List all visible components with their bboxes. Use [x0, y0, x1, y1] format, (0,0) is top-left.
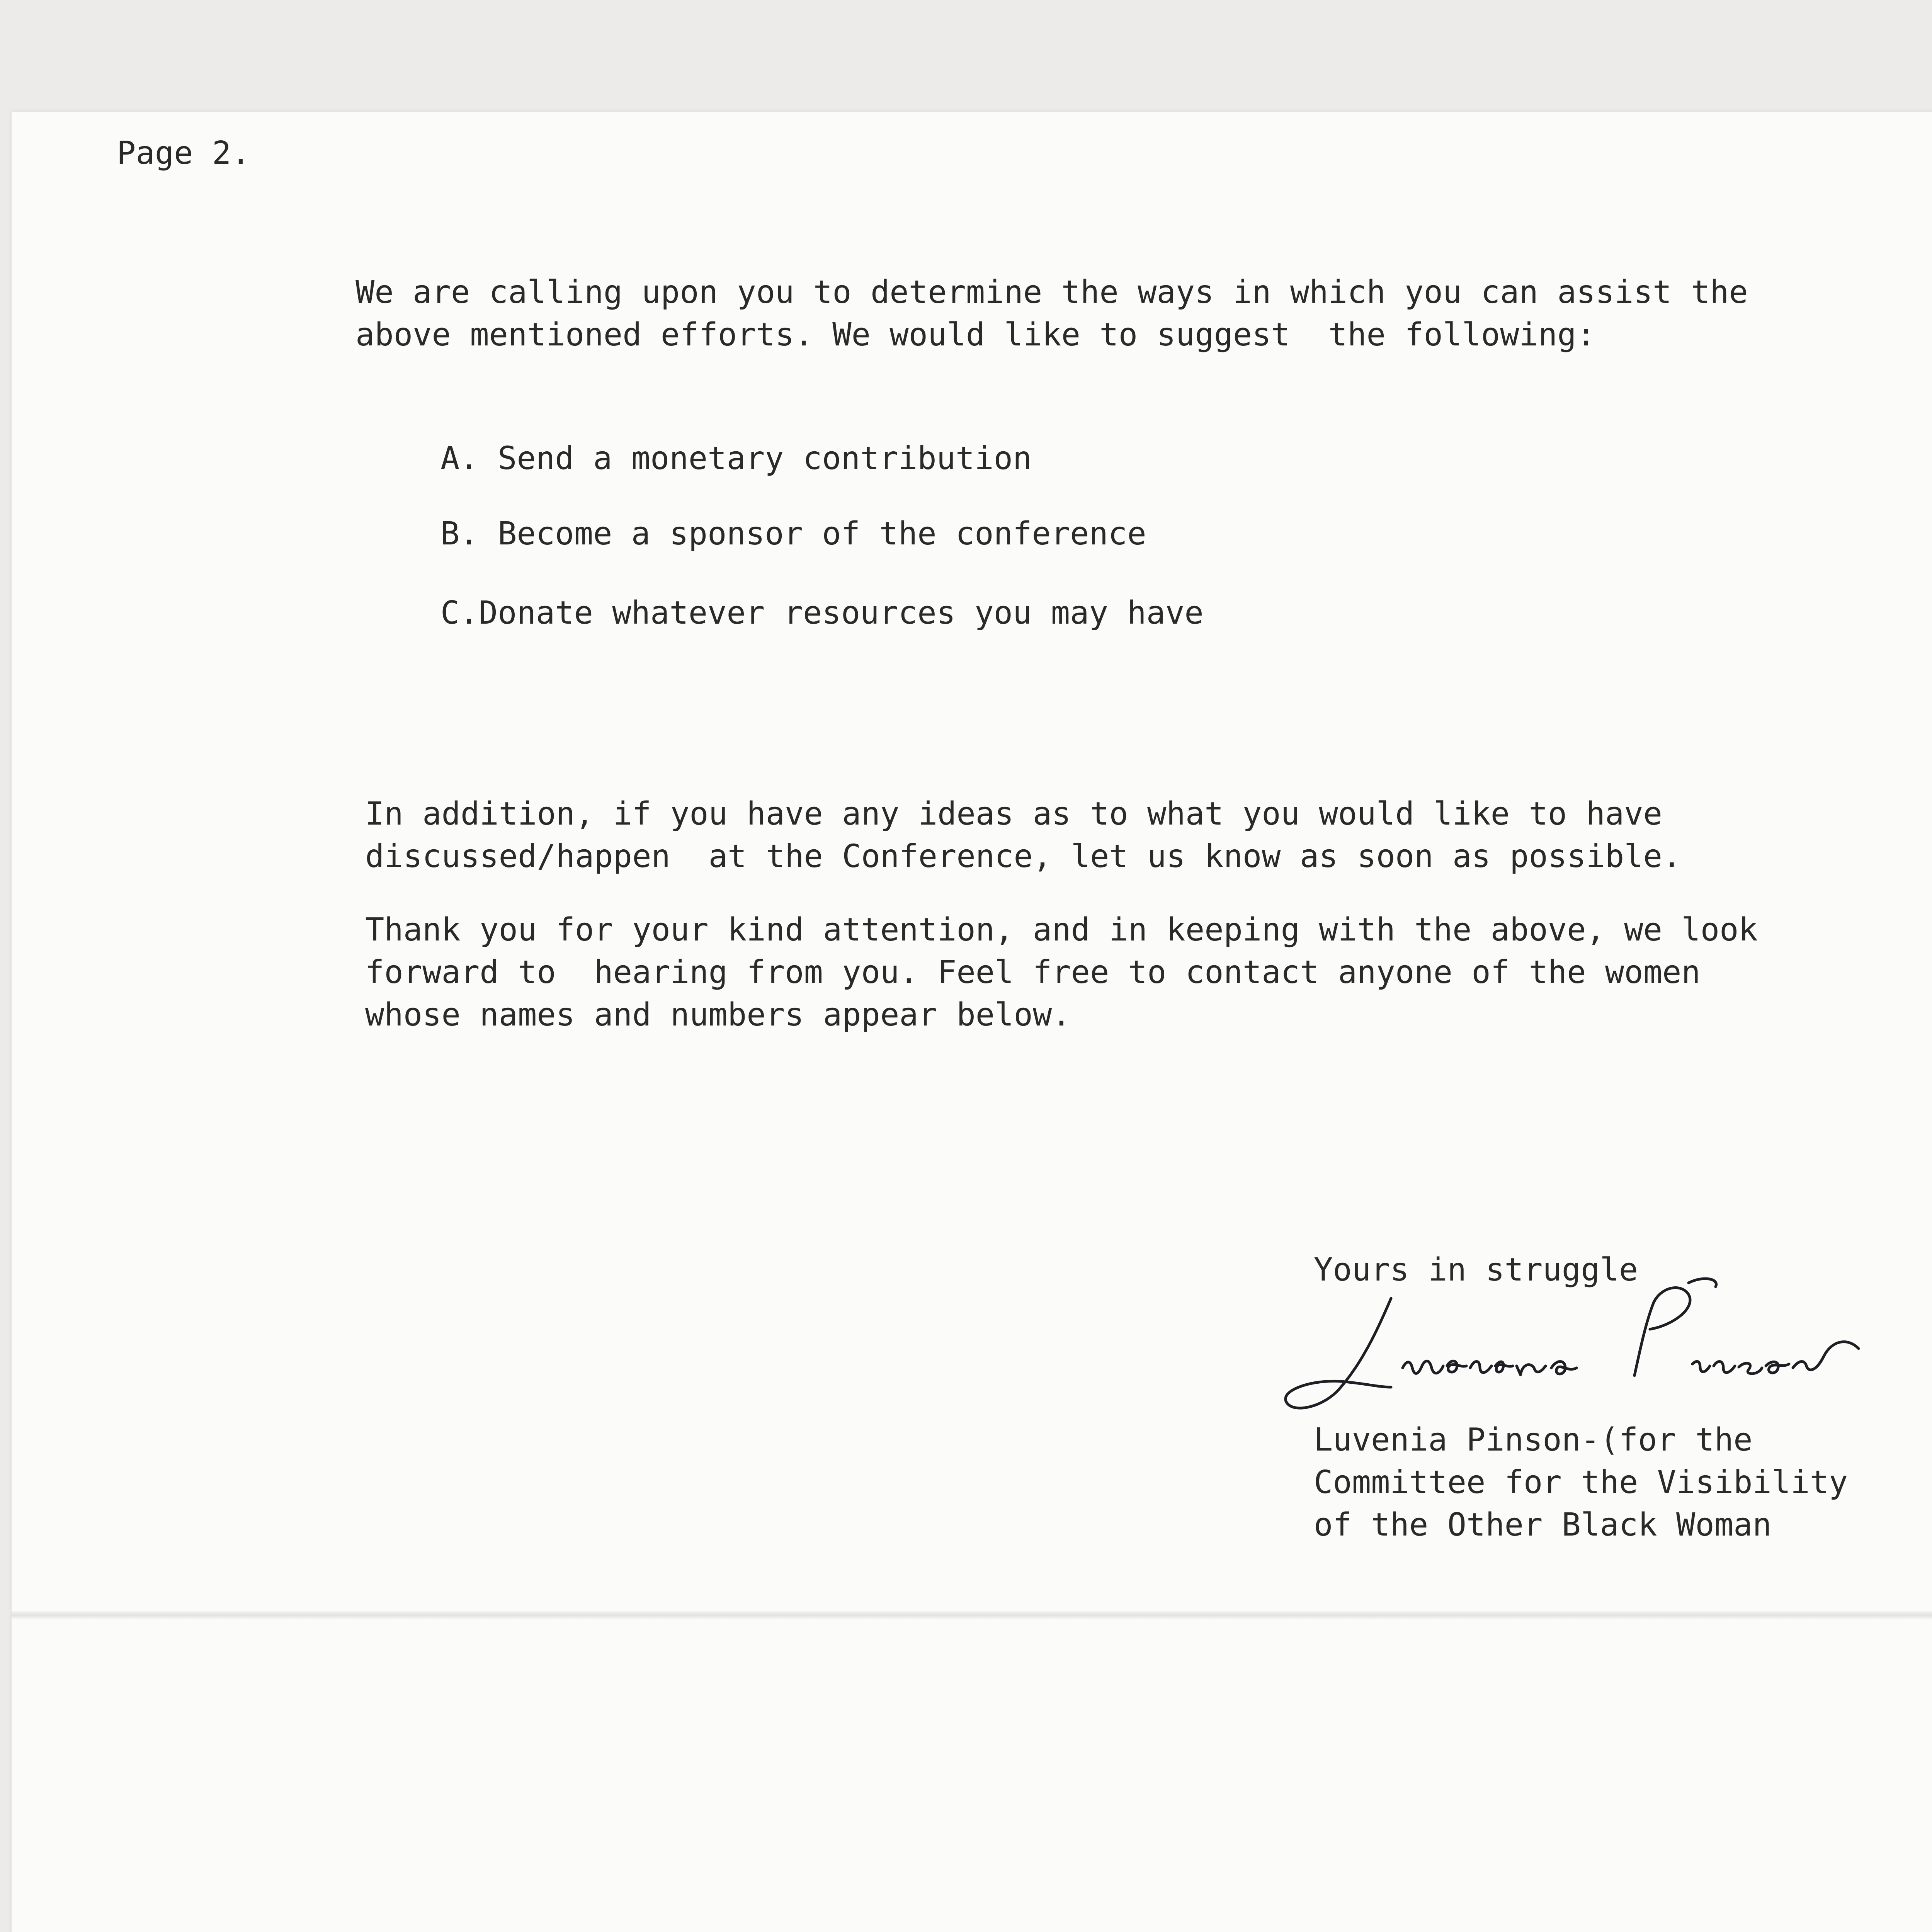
suggestion-item-c: C.Donate whatever resources you may have [440, 595, 1204, 631]
addition-line: discussed/happen at the Conference, let us know as soon as possible. [365, 838, 1682, 875]
addition-line: In addition, if you have any ideas as to what you would like to have [365, 796, 1663, 832]
signatory-line: Luvenia Pinson-(for the [1314, 1422, 1753, 1458]
intro-line: above mentioned efforts. We would like to suggest the following: [355, 316, 1595, 353]
handwritten-signature [1264, 1271, 1901, 1418]
thanks-line: Thank you for your kind attention, and in keeping with the above, we look [365, 912, 1758, 948]
suggestion-item-a: A. Send a monetary contribution [440, 440, 1032, 477]
thanks-line: forward to hearing from you. Feel free to contact anyone of the women [365, 954, 1701, 991]
page-number-label: Page 2. [117, 135, 250, 172]
suggestion-item-b: B. Become a sponsor of the conference [440, 515, 1146, 552]
letter-page [12, 112, 1932, 1932]
paper-fold-crease [12, 1611, 1932, 1619]
closing-salutation: Yours in struggle [1314, 1252, 1638, 1288]
intro-line: We are calling upon you to determine the ways in which you can assist the [355, 274, 1748, 311]
signatory-line: Committee for the Visibility [1314, 1464, 1848, 1501]
thanks-line: whose names and numbers appear below. [365, 997, 1071, 1033]
signatory-line: of the Other Black Woman [1314, 1507, 1772, 1543]
